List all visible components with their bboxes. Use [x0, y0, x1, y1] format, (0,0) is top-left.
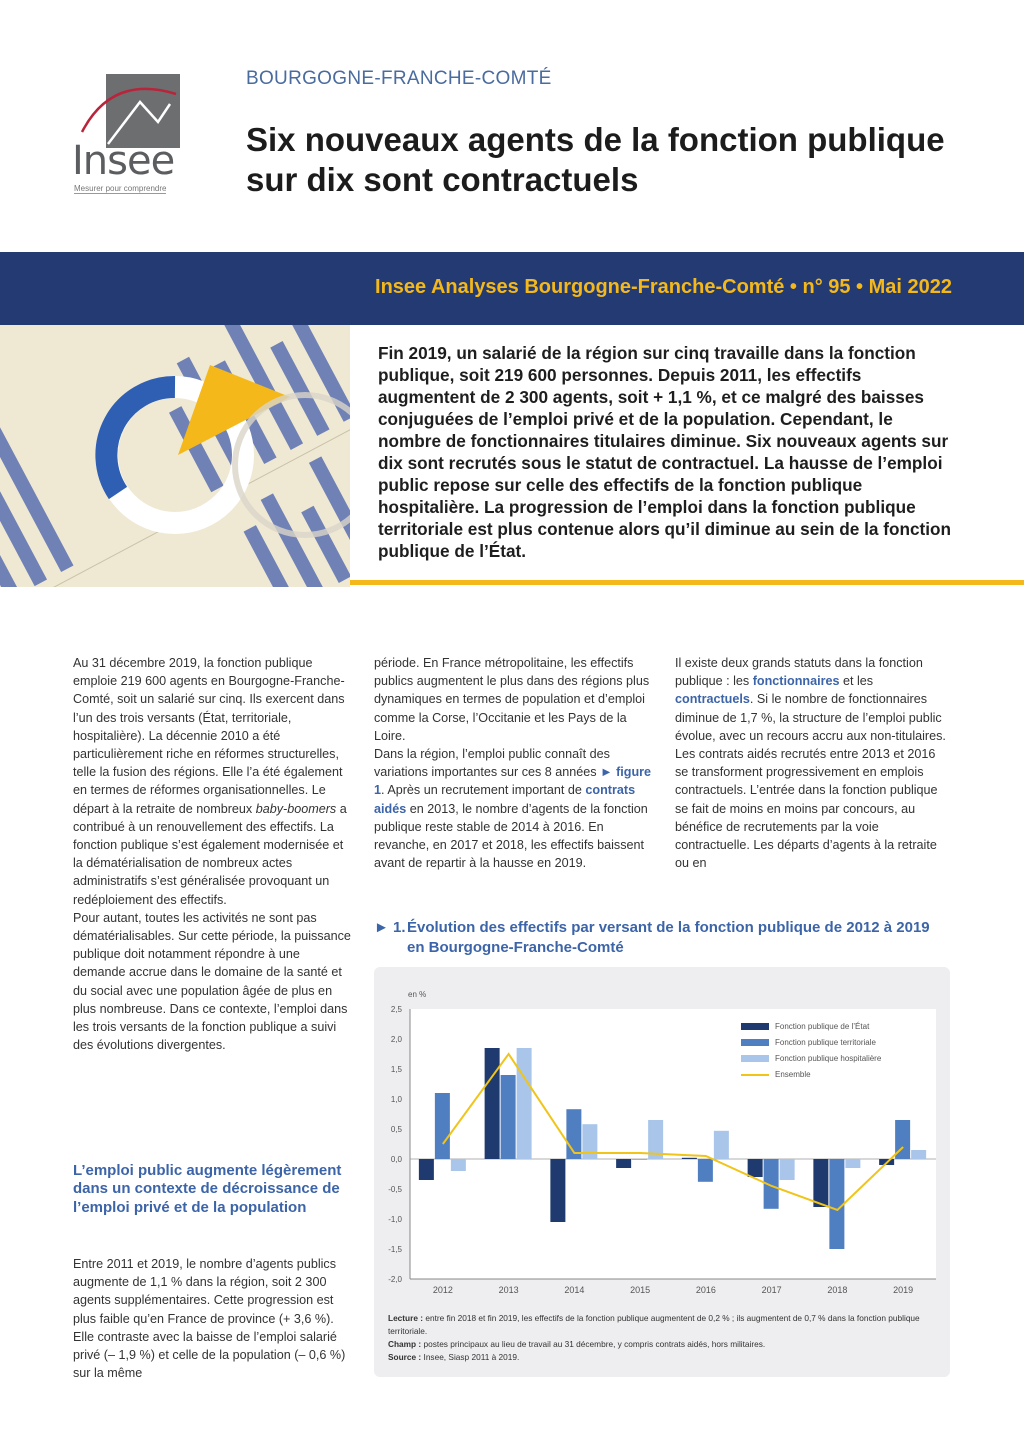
yellow-divider: [350, 580, 1024, 585]
x-tick-label: 2017: [761, 1285, 782, 1295]
paragraph: période. En France métropolitaine, les effectifs publics augmentent le plus dans des régions plus dynamiques en termes de population et d’emploi comme la Corse, l’Occitanie et les Pays de la Loire.: [374, 656, 650, 743]
bar-2013-2: [501, 1075, 516, 1159]
bar-2012-1: [419, 1159, 434, 1180]
logo-wordmark: Insee: [72, 138, 175, 184]
note-text: postes principaux au lieu de travail au 31 décembre, y compris contrats aidés, hors militaires.: [421, 1339, 766, 1349]
x-tick-label: 2018: [827, 1285, 848, 1295]
note-text: entre fin 2018 et fin 2019, les effectifs de la fonction publique augmentent de 0,2 % ; ils augmentent de 0,7 % dans la fonction publique territoriale.: [388, 1313, 920, 1336]
note-champ: [388, 1338, 938, 1351]
y-tick-label: -1,0: [388, 1215, 402, 1224]
bar-2017-3: [780, 1159, 795, 1180]
logo-tagline: Mesurer pour comprendre: [74, 184, 167, 193]
section-subheading: L’emploi public augmente légèrement dans un contexte de décroissance de l’emploi privé et de la population: [73, 1162, 342, 1216]
y-axis-label: en %: [408, 990, 427, 999]
text-run: . Après un recrutement important de: [381, 783, 586, 798]
bar-2016-3: [714, 1131, 729, 1159]
note-label: Champ :: [388, 1339, 422, 1349]
text-run: . Si le nombre de fonctionnaires diminue de 1,7 %, la structure de l’emploi public évolue, avec un recours accru aux non-titulaires. Les contrats aidés recrutés entre 2013 et 2016 se transforment progressivement en emplois contractuels. L’entrée dans la fonction publique se fait de moins en moins par concours, au bénéfice de recrutements par la voie contractuelle. Les départs d’agents à la retraite ou en: [675, 692, 946, 871]
note-lecture: [388, 1312, 938, 1338]
italic-text: baby-boomers: [255, 801, 337, 816]
paragraph: [73, 654, 353, 909]
logo-arc-icon: [72, 72, 184, 142]
body-column-2: [374, 654, 652, 872]
chart-illustration-icon: [0, 325, 350, 587]
bar-2017-1: [748, 1159, 763, 1177]
text-run: et les: [839, 674, 874, 689]
bar-2016-2: [698, 1159, 713, 1182]
y-tick-label: -2,0: [388, 1275, 402, 1284]
bar-2019-3: [911, 1150, 926, 1159]
y-tick-label: 2,0: [390, 1035, 402, 1044]
figure-number-label: 1.: [393, 919, 406, 936]
y-tick-label: -0,5: [388, 1185, 402, 1194]
note-label: Lecture :: [388, 1313, 424, 1323]
publication-band: [0, 252, 1024, 325]
insee-logo: [72, 72, 184, 196]
text-run: Il existe deux grands statuts dans la fonction publique : les: [675, 656, 923, 689]
figure-number: [374, 918, 406, 938]
figure-notes: [388, 1312, 938, 1364]
bar-2018-3: [845, 1159, 860, 1168]
note-source: [388, 1351, 938, 1364]
bar-2012-3: [451, 1159, 466, 1171]
bar-2013-3: [517, 1048, 532, 1159]
x-tick-label: 2015: [630, 1285, 651, 1295]
x-tick-label: 2012: [432, 1285, 453, 1295]
text-run: Dans la région, l’emploi public connaît des variations importantes sur ces 8 années: [374, 747, 610, 780]
bar-2018-1: [813, 1159, 828, 1207]
text-run: en 2013, le nombre d’agents de la fonction publique reste stable de 2014 à 2016. En revanche, en 2017 et 2018, les effectifs baissent avant de repartir à la hausse en 2019.: [374, 801, 648, 871]
legend-swatch: [741, 1055, 769, 1062]
y-tick-label: 0,0: [390, 1155, 402, 1164]
x-tick-label: 2019: [893, 1285, 914, 1295]
legend-label: Fonction publique hospitalière: [775, 1054, 882, 1063]
x-tick-label: 2016: [695, 1285, 716, 1295]
bar-2014-1: [550, 1159, 565, 1222]
y-tick-label: 2,5: [390, 1005, 402, 1014]
paragraph: [675, 654, 950, 872]
region-label: BOURGOGNE-FRANCHE-COMTÉ: [246, 68, 552, 89]
legend-swatch: [741, 1023, 769, 1030]
legend-label: Fonction publique territoriale: [775, 1038, 876, 1047]
bar-2018-2: [829, 1159, 844, 1249]
glossary-link-contractuels[interactable]: contractuels: [675, 692, 750, 707]
x-tick-label: 2014: [564, 1285, 585, 1295]
bar-2013-1: [485, 1048, 500, 1159]
lead-summary: Fin 2019, un salarié de la région sur cinq travaille dans la fonction publique, soit 219 600 personnes. Depuis 2011, les effectifs augmentent de 2 300 agents, soit + 1,1 %, et ce malgré des baisses conjuguées de l’emploi privé et de la population. Cependant, le nombre de fonctionnaires titulaires diminue. Six nouveaux agents sur dix sont recrutés sous le statut de contractuel. La hausse de l’emploi public repose sur celle des effectifs de la fonction publique hospitalière. La progression de l’emploi dans la fonction publique territoriale est plus contenue alors qu’il diminue au sein de la fonction publique de l’État.: [378, 343, 952, 561]
y-tick-label: 0,5: [390, 1125, 402, 1134]
bar-2015-2: [632, 1159, 647, 1160]
paragraph: Pour autant, toutes les activités ne sont pas dématérialisables. Sur cette période, la puissance publique doit notamment répondre à une demande accrue dans le domaine de la santé et du social avec une population âgée de plus en plus nombreuse. Dans ce contexte, l’emploi dans les trois versants de la fonction publique a suivi des évolutions divergentes.: [73, 910, 351, 1053]
text-run: Au 31 décembre 2019, la fonction publique emploie 219 600 agents en Bourgogne-Franche-Comté, soit un salarié sur cinq. Ils exercent dans l’un des trois versants (État, territoriale, hospitalière). La décennie 2010 a été particulièrement riche en réformes structurelles, telle la fusion des régions. Elle l’a été également en termes de réformes organisationnelles. Le départ à la retraite de nombreux: [73, 656, 345, 816]
figure-title: [374, 918, 934, 957]
bar-chart: [374, 967, 950, 1307]
bar-2012-2: [435, 1093, 450, 1159]
paragraph: [374, 745, 652, 872]
y-tick-label: -1,5: [388, 1245, 402, 1254]
legend-label: Fonction publique de l’État: [775, 1022, 870, 1031]
y-tick-label: 1,0: [390, 1095, 402, 1104]
glossary-link-contrats-aides[interactable]: contrats aidés: [374, 783, 636, 816]
text-run: a contribué à un renouvellement des effectifs. La fonction publique s’est également modernisée et la dématérialisation de nombreux actes administratifs s’est généralisée provoquant un redéploiement des effectifs.: [73, 801, 347, 907]
note-label: Source :: [388, 1352, 422, 1362]
x-tick-label: 2013: [498, 1285, 519, 1295]
legend-swatch: [741, 1039, 769, 1046]
arrow-icon: ►: [374, 919, 389, 936]
bar-2015-1: [616, 1159, 631, 1168]
figure-title-text: Évolution des effectifs par versant de la fonction publique de 2012 à 2019 en Bourgogne-Franche-Comté: [407, 919, 930, 956]
hero-illustration: [0, 325, 350, 587]
publication-reference: Insee Analyses Bourgogne-Franche-Comté • n° 95 • Mai 2022: [375, 276, 952, 298]
note-text: Insee, Siasp 2011 à 2019.: [421, 1352, 520, 1362]
y-tick-label: 1,5: [390, 1065, 402, 1074]
page-title: Six nouveaux agents de la fonction publique sur dix sont contractuels: [246, 121, 945, 198]
bar-2016-1: [682, 1158, 697, 1159]
body-column-1-continued: [73, 1255, 353, 1382]
glossary-link-fonctionnaires[interactable]: fonctionnaires: [752, 674, 840, 689]
body-column-3: [675, 654, 950, 872]
legend-label: Ensemble: [775, 1070, 811, 1079]
figure-link[interactable]: ► figure 1: [374, 765, 652, 798]
figure-panel: [374, 967, 950, 1377]
body-column-1: [73, 654, 353, 1054]
paragraph: Entre 2011 et 2019, le nombre d’agents publics augmente de 1,1 % dans la région, soit 2 300 agents supplémentaires. Cette progression est plus faible qu’en France de province (+ 3,6 %). Elle contraste avec la baisse de l’emploi salarié privé (– 1,9 %) et celle de la population (– 0,6 %) sur la même: [73, 1257, 346, 1381]
